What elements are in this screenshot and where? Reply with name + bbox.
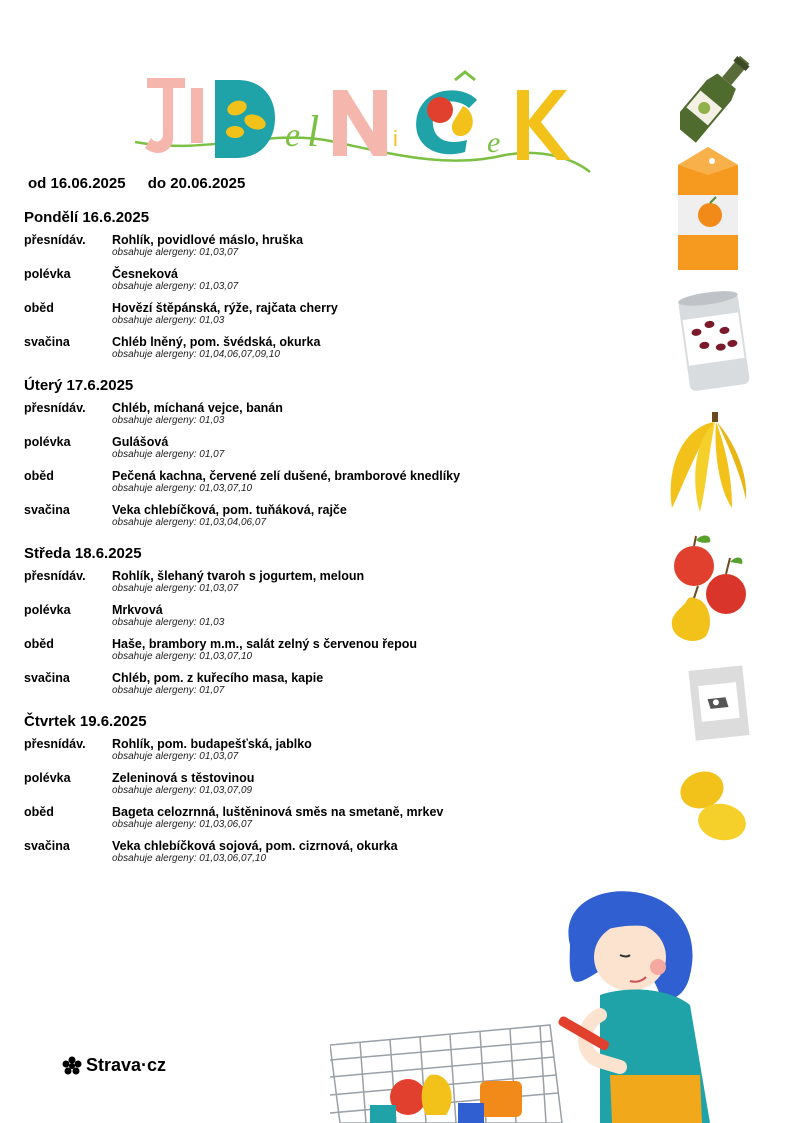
svg-text:i: i xyxy=(393,126,398,151)
strava-logo-text: Strava·cz xyxy=(86,1055,167,1075)
meal-type: oběd xyxy=(24,637,54,651)
beans-can-icon xyxy=(676,290,752,395)
meal-allergens: obsahuje alergeny: 01,07 xyxy=(112,685,225,696)
meal-row xyxy=(24,266,644,300)
meal-type: svačina xyxy=(24,839,70,853)
meal-type: svačina xyxy=(24,503,70,517)
meal-allergens: obsahuje alergeny: 01,03,07,09 xyxy=(112,785,253,796)
title-letter-j xyxy=(125,60,185,153)
meal-allergens: obsahuje alergeny: 01,03,06,07 xyxy=(112,819,253,830)
title-letter-e-1 xyxy=(285,117,300,154)
meal-name: Rohlík, povidlové máslo, hruška xyxy=(112,233,304,247)
day-title: Čtvrtek 19.6.2025 xyxy=(24,713,147,730)
day-section xyxy=(24,376,644,536)
meal-name: Chléb lněný, pom. švédská, okurka xyxy=(112,335,321,349)
meal-name: Česneková xyxy=(112,267,179,281)
wine-bottle-icon xyxy=(680,50,752,145)
meal-row xyxy=(24,670,644,704)
meal-allergens: obsahuje alergeny: 01,03 xyxy=(112,415,225,426)
meal-name: Pečená kachna, červené zelí dušené, bramborové knedlíky xyxy=(112,469,461,483)
meal-row xyxy=(24,400,644,434)
meal-name: Veka chlebíčková, pom. tuňáková, rajče xyxy=(112,503,347,517)
lemons-icon xyxy=(674,762,750,846)
date-to: do 20.06.2025 xyxy=(147,175,246,192)
title-artwork xyxy=(125,60,595,180)
bananas-icon xyxy=(662,408,748,518)
meal-name: Mrkvová xyxy=(112,603,163,617)
meal-type: přesnídáv. xyxy=(24,737,86,751)
day-section xyxy=(24,208,644,368)
meal-name: Bageta celozrnná, luštěninová směs na smetaně, mrkev xyxy=(112,805,444,819)
day-section xyxy=(24,544,644,704)
meal-type: polévka xyxy=(24,603,71,617)
svg-text:e: e xyxy=(285,117,301,154)
meal-allergens: obsahuje alergeny: 01,03,07 xyxy=(112,281,239,292)
girl-with-shopping-cart-illustration xyxy=(330,885,752,1123)
meal-type: svačina xyxy=(24,335,70,349)
strava-flower-icon xyxy=(62,1056,82,1076)
day-title: Středa 18.6.2025 xyxy=(24,545,142,562)
meal-allergens: obsahuje alergeny: 01,07 xyxy=(112,449,225,460)
meal-type: polévka xyxy=(24,267,71,281)
meal-row xyxy=(24,804,644,838)
meal-type: oběd xyxy=(24,805,54,819)
meal-name: Veka chlebíčková sojová, pom. cizrnová, okurka xyxy=(112,839,398,853)
day-section xyxy=(24,712,644,872)
day-title: Úterý 17.6.2025 xyxy=(24,377,134,394)
title-letter-l xyxy=(307,107,319,156)
meal-allergens: obsahuje alergeny: 01,03,07 xyxy=(112,583,239,594)
meal-name: Hovězí štěpánská, rýže, rajčata cherry xyxy=(112,301,338,315)
meal-row xyxy=(24,602,644,636)
meal-allergens: obsahuje alergeny: 01,03,07 xyxy=(112,751,239,762)
meal-allergens: obsahuje alergeny: 01,03,07 xyxy=(112,247,239,258)
meal-name: Zeleninová s těstovinou xyxy=(112,771,255,785)
meal-row xyxy=(24,300,644,334)
meal-row xyxy=(24,334,644,368)
milk-carton-icon xyxy=(686,662,752,744)
meal-allergens: obsahuje alergeny: 01,04,06,07,09,10 xyxy=(112,349,280,360)
meal-type: svačina xyxy=(24,671,70,685)
meal-type: přesnídáv. xyxy=(24,569,86,583)
strava-logo xyxy=(62,1055,166,1076)
meal-name: Chléb, míchaná vejce, banán xyxy=(112,401,283,415)
day-title: Pondělí 16.6.2025 xyxy=(24,209,150,226)
svg-text:e: e xyxy=(487,126,501,159)
meal-allergens: obsahuje alergeny: 01,03,06,07,10 xyxy=(112,853,267,864)
meal-allergens: obsahuje alergeny: 01,03,07,10 xyxy=(112,651,253,662)
meal-allergens: obsahuje alergeny: 01,03 xyxy=(112,617,225,628)
apples-and-pear-icon xyxy=(664,528,750,646)
title-letter-i-small xyxy=(393,126,398,151)
meal-allergens: obsahuje alergeny: 01,03 xyxy=(112,315,225,326)
menu-days xyxy=(24,208,644,880)
meal-row xyxy=(24,770,644,804)
meal-type: oběd xyxy=(24,469,54,483)
meal-type: polévka xyxy=(24,771,71,785)
meal-row xyxy=(24,736,644,770)
date-range xyxy=(28,175,245,192)
title-letter-c-hacek xyxy=(125,60,477,154)
title-letter-e-2 xyxy=(487,126,500,159)
meal-name: Rohlík, šlehaný tvaroh s jogurtem, meloun xyxy=(112,569,365,583)
meal-name: Haše, brambory m.m., salát zelný s červenou řepou xyxy=(112,637,417,651)
meal-name: Gulášová xyxy=(112,435,169,449)
juice-carton-icon xyxy=(668,145,746,275)
meal-type: přesnídáv. xyxy=(24,233,86,247)
meal-name: Rohlík, pom. budapešťská, jablko xyxy=(112,737,312,751)
meal-type: oběd xyxy=(24,301,54,315)
meal-allergens: obsahuje alergeny: 01,03,04,06,07 xyxy=(112,517,267,528)
meal-row xyxy=(24,568,644,602)
meal-type: přesnídáv. xyxy=(24,401,86,415)
meal-row xyxy=(24,636,644,670)
meal-allergens: obsahuje alergeny: 01,03,07,10 xyxy=(112,483,253,494)
svg-text:l: l xyxy=(307,107,320,156)
meal-name: Chléb, pom. z kuřecího masa, kapie xyxy=(112,671,324,685)
meal-row xyxy=(24,502,644,536)
date-from: od 16.06.2025 xyxy=(28,175,126,192)
meal-row xyxy=(24,838,644,872)
meal-type: polévka xyxy=(24,435,71,449)
meal-row xyxy=(24,434,644,468)
meal-row xyxy=(24,468,644,502)
meal-row xyxy=(24,232,644,266)
